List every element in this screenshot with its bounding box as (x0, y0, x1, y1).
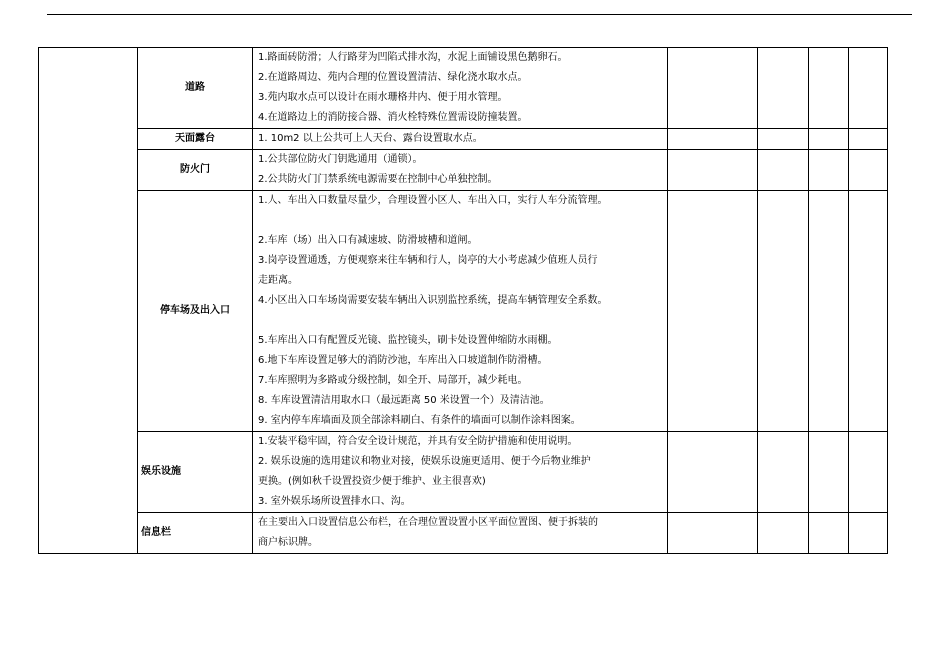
requirement-line: 1.安装平稳牢固，符合安全设计规范，并具有安全防护措施和使用说明。 (258, 436, 578, 447)
requirement-line: 2. 娱乐设施的选用建议和物业对接，使娱乐设施更适用、便于今后物业维护 (258, 456, 591, 467)
empty-cell (758, 513, 809, 554)
requirement-cell (253, 48, 668, 129)
empty-cell (809, 513, 849, 554)
category-cell: 娱乐设施 (138, 432, 253, 513)
requirement-line: 1.路面砖防滑；人行路芽为凹陷式排水沟，水泥上面铺设黑色鹅卵石。 (258, 52, 568, 63)
empty-cell (668, 129, 758, 150)
empty-cell (809, 150, 849, 191)
requirement-line: 3.岗亭设置通透，方便观察来往车辆和行人，岗亭的大小考虑减少值班人员行 (258, 255, 598, 266)
table-row (39, 513, 888, 554)
requirement-line: 3. 室外娱乐场所设置排水口、沟。 (258, 496, 411, 507)
table-row (39, 191, 888, 432)
requirement-line: 2.公共防火门门禁系统电源需要在控制中心单独控制。 (258, 174, 498, 185)
requirement-line: 1.人、车出入口数量尽量少，合理设置小区人、车出入口，实行人车分流管理。 (258, 195, 608, 206)
category-cell: 天面露台 (138, 129, 253, 150)
empty-cell (809, 48, 849, 129)
empty-cell (849, 150, 888, 191)
empty-cell (758, 191, 809, 432)
empty-cell (849, 191, 888, 432)
requirement-line: 5.车库出入口有配置反光镜、监控镜头，刷卡处设置伸缩防水雨棚。 (258, 335, 558, 346)
empty-cell (668, 432, 758, 513)
requirement-line: 更换。(例如秋千设置投资少便于维护、业主很喜欢) (258, 476, 486, 487)
header-rule (47, 14, 912, 15)
empty-cell (758, 48, 809, 129)
empty-cell (849, 432, 888, 513)
requirement-cell (253, 513, 668, 554)
section-cell (39, 48, 138, 554)
requirement-line: 8. 车库设置清洁用取水口（最远距离 50 米设置一个）及清洁池。 (258, 395, 550, 406)
empty-cell (668, 150, 758, 191)
requirement-line: 4.在道路边上的消防接合器、消火栓特殊位置需设防撞装置。 (258, 112, 528, 123)
requirement-line (258, 211, 664, 231)
requirement-line: 7.车库照明为多路或分级控制，如全开、局部开，减少耗电。 (258, 375, 528, 386)
empty-cell (849, 129, 888, 150)
table-row (39, 432, 888, 513)
requirement-line (258, 311, 664, 331)
empty-cell (758, 129, 809, 150)
requirements-table (38, 47, 888, 554)
requirement-line: 在主要出入口设置信息公布栏，在合理位置设置小区平面位置图、便于拆装的 (258, 517, 598, 528)
table-row (39, 150, 888, 191)
requirement-line: 走距离。 (258, 275, 298, 286)
empty-cell (809, 191, 849, 432)
empty-cell (758, 432, 809, 513)
requirement-cell (253, 129, 668, 150)
empty-cell (809, 432, 849, 513)
requirement-line: 2.在道路周边、苑内合理的位置设置清洁、绿化浇水取水点。 (258, 72, 528, 83)
requirement-line: 3.苑内取水点可以设计在雨水珊格井内、便于用水管理。 (258, 92, 508, 103)
table-row (39, 48, 888, 129)
requirement-line: 4.小区出入口车场岗需要安装车辆出入识别监控系统，提高车辆管理安全系数。 (258, 295, 608, 306)
requirement-cell (253, 150, 668, 191)
requirement-line: 6.地下车库设置足够大的消防沙池，车库出入口坡道制作防滑槽。 (258, 355, 548, 366)
requirement-line: 商户标识牌。 (258, 537, 318, 548)
empty-cell (809, 129, 849, 150)
empty-cell (668, 191, 758, 432)
empty-cell (849, 48, 888, 129)
category-cell: 信息栏 (138, 513, 253, 554)
category-cell: 防火门 (138, 150, 253, 191)
requirement-line: 1.公共部位防火门钥匙通用（通锁）。 (258, 154, 423, 165)
empty-cell (668, 48, 758, 129)
category-cell: 道路 (138, 48, 253, 129)
requirement-cell (253, 191, 668, 432)
category-cell: 停车场及出入口 (138, 191, 253, 432)
requirement-line: 1. 10m2 以上公共可上人天台、露台设置取水点。 (258, 133, 483, 144)
empty-cell (849, 513, 888, 554)
requirement-line: 2.车库（场）出入口有减速坡、防滑坡槽和道闸。 (258, 235, 478, 246)
requirement-line: 9. 室内停车库墙面及顶全部涂料刷白、有条件的墙面可以制作涂料图案。 (258, 415, 581, 426)
empty-cell (758, 150, 809, 191)
empty-cell (668, 513, 758, 554)
requirement-cell (253, 432, 668, 513)
table-row (39, 129, 888, 150)
